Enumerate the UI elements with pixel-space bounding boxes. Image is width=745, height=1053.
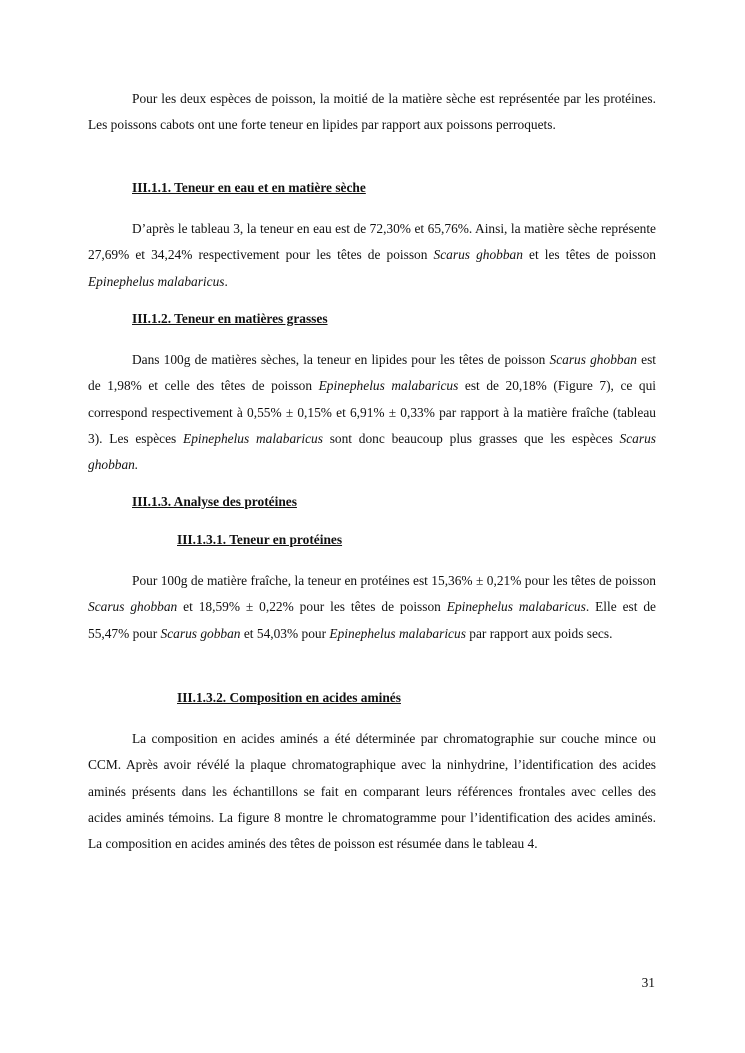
paragraph-teneur-eau: D’après le tableau 3, la teneur en eau est de 72,30% et 65,76%. Ainsi, la matière sèche représente 27,69% et 34,24% respectivement pour les têtes de poisson Scarus ghobban et les têtes de poisson Epinephelus malabaricus. xyxy=(88,221,656,289)
heading-teneur-eau: III.1.1. Teneur en eau et en matière sèche xyxy=(132,180,366,195)
paragraph-matieres-grasses: Dans 100g de matières sèches, la teneur en lipides pour les têtes de poisson Scarus ghobban est de 1,98% et celle des têtes de poisson Epinephelus malabaricus est de 20,18% (Figure 7), ce qui correspond respectivement à 0,55% ± 0,15% et 6,91% ± 0,33% par rapport à la matière fraîche (tableau 3). Les espèces Epinephelus malabaricus sont donc beaucoup plus grasses que les espèces Scarus ghobban. xyxy=(88,352,656,473)
heading-analyse-proteines: III.1.3. Analyse des protéines xyxy=(132,494,297,509)
paragraph-teneur-proteines: Pour 100g de matière fraîche, la teneur en protéines est 15,36% ± 0,21% pour les têtes de poisson Scarus ghobban et 18,59% ± 0,22% pour les têtes de poisson Epinephelus malabaricus. Elle est de 55,47% pour Scarus gobban et 54,03% pour Epinephelus malabaricus par rapport aux poids secs. xyxy=(88,573,656,641)
heading-teneur-proteines: III.1.3.1. Teneur en protéines xyxy=(177,532,343,547)
heading-composition-acides-amines: III.1.3.2. Composition en acides aminés xyxy=(177,690,401,705)
page-number: 31 xyxy=(641,975,655,990)
heading-matieres-grasses: III.1.2. Teneur en matières grasses xyxy=(132,311,328,326)
paragraph-intro: Pour les deux espèces de poisson, la moitié de la matière sèche est représentée par les protéines. Les poissons cabots ont une forte teneur en lipides par rapport aux poissons perroquets. xyxy=(88,91,656,133)
paragraph-acides-amines: La composition en acides aminés a été déterminée par chromatographie sur couche mince ou CCM. Après avoir révélé la plaque chromatographique avec la ninhydrine, l’identification des acides aminés présents dans les échantillons se fait en comparant leurs références frontales avec celles des acides aminés témoins. La figure 8 montre le chromatogramme pour l’identification des acides aminés. La composition en acides aminés des têtes de poisson est résumée dans le tableau 4. xyxy=(88,731,656,852)
